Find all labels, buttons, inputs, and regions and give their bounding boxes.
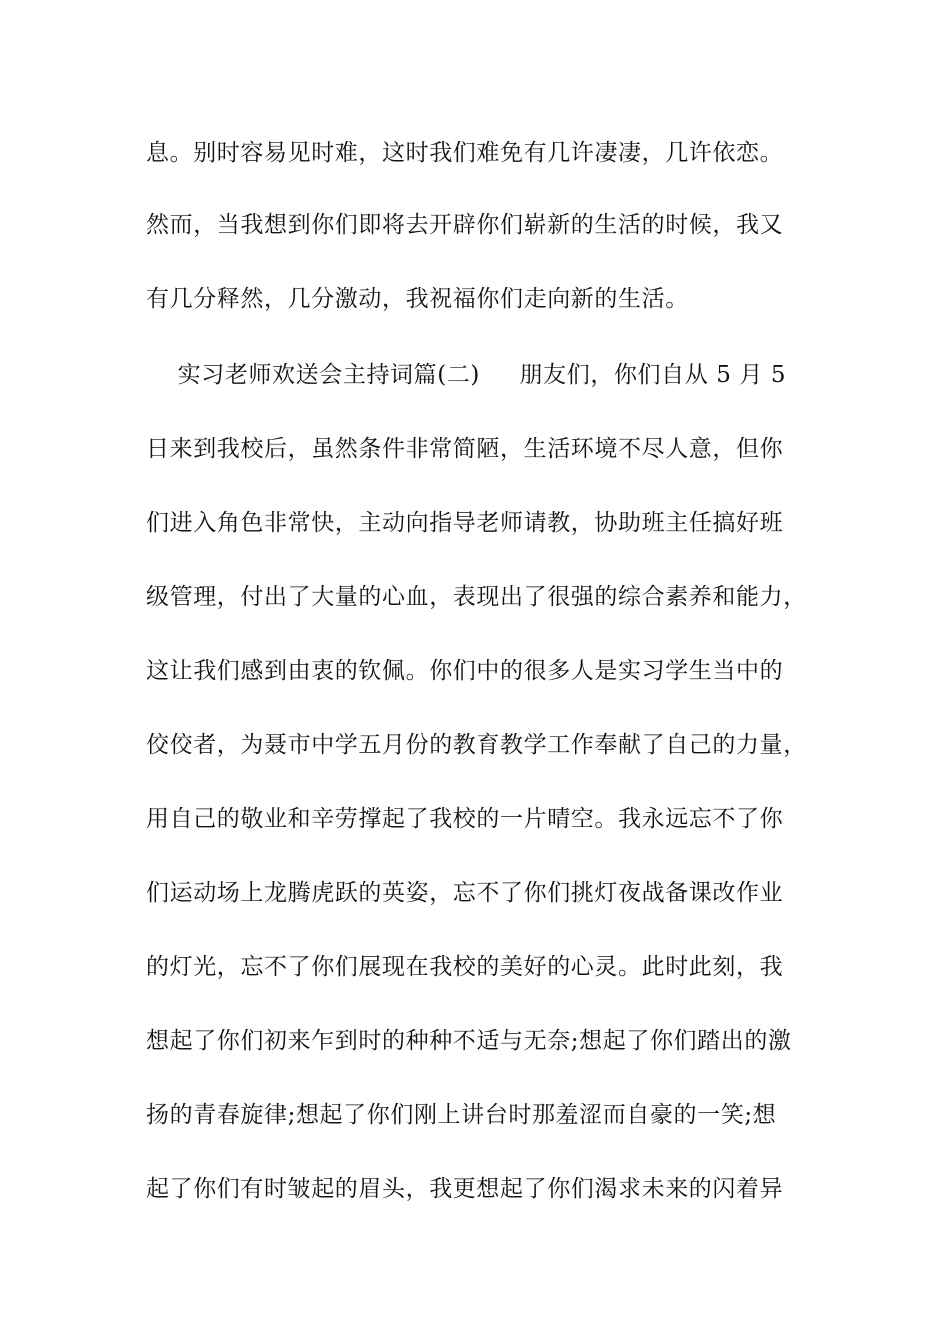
text-line: 有几分释然，几分激动，我祝福你们走向新的生活。	[146, 286, 689, 312]
text-line: 佼佼者，为聂市中学五月份的教育教学工作奉献了自己的力量，	[146, 732, 807, 758]
text-line: 的灯光，忘不了你们展现在我校的美好的心灵。此时此刻，我	[146, 954, 784, 980]
text-line: 们运动场上龙腾虎跃的英姿，忘不了你们挑灯夜战备课改作业	[146, 880, 784, 906]
text-line: 息。别时容易见时难，这时我们难免有几许凄凄，几许依恋。	[146, 140, 784, 166]
text-line: 起了你们有时皱起的眉头，我更想起了你们渴求未来的闪着异	[146, 1176, 784, 1202]
text-line: 想起了你们初来乍到时的种种不适与无奈;想起了你们踏出的激	[146, 1028, 792, 1054]
text-line: 日来到我校后，虽然条件非常简陋，生活环境不尽人意，但你	[146, 436, 784, 462]
text-line: 用自己的敬业和辛劳撑起了我校的一片晴空。我永远忘不了你	[146, 806, 784, 832]
text-line: 扬的青春旋律;想起了你们刚上讲台时那羞涩而自豪的一笑;想	[146, 1102, 777, 1128]
text-line: 级管理，付出了大量的心血，表现出了很强的综合素养和能力，	[146, 584, 807, 610]
text-line: 然而，当我想到你们即将去开辟你们崭新的生活的时候，我又	[146, 212, 784, 238]
text-line: 这让我们感到由衷的钦佩。你们中的很多人是实习学生当中的	[146, 658, 784, 684]
text-line: 们进入角色非常快，主动向指导老师请教，协助班主任搞好班	[146, 510, 784, 536]
section-heading-line: 实习老师欢送会主持词篇(二) 朋友们，你们自从 5 月 5	[146, 362, 787, 388]
